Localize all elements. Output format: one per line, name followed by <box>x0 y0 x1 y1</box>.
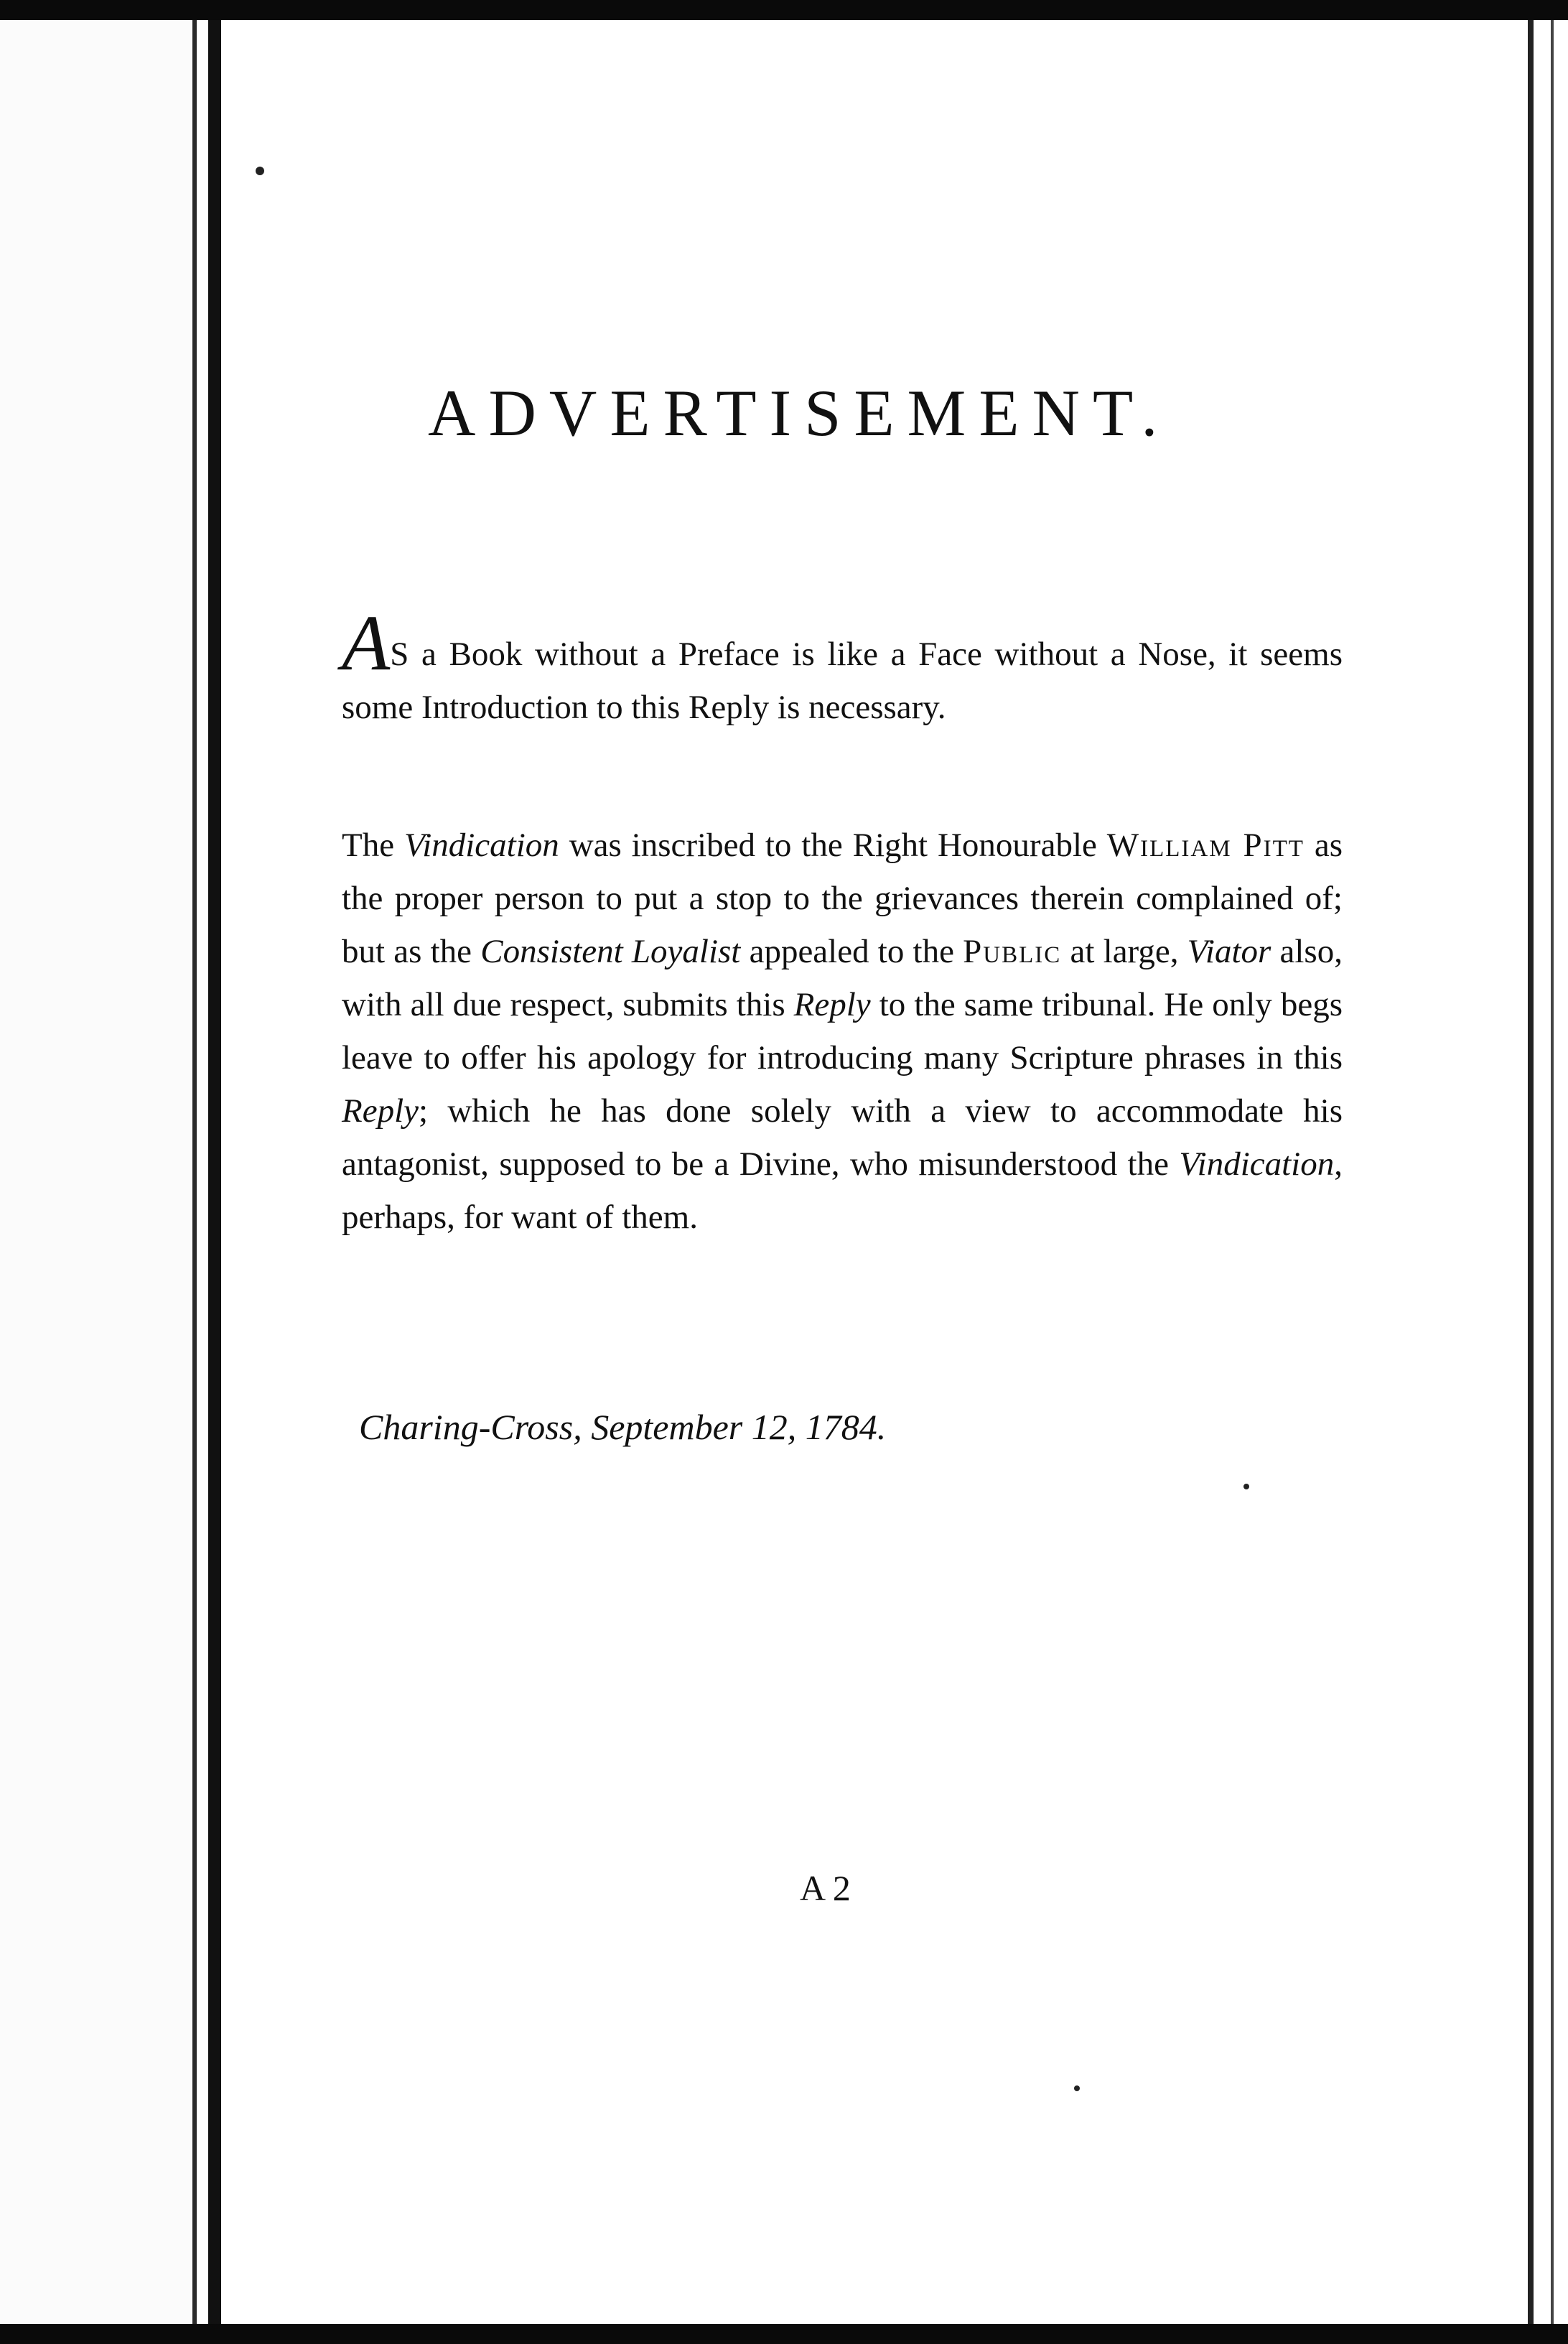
drop-cap: A <box>342 599 391 687</box>
italic-title-vindication: Vindication <box>1179 1145 1335 1183</box>
text-run: appealed to the <box>740 933 963 970</box>
scan-top-border <box>0 0 1568 20</box>
book-spine-shadow <box>208 20 221 2324</box>
ink-speck <box>1243 1484 1249 1489</box>
page-right-edge-thin <box>1551 20 1554 2324</box>
text-run: , perhaps, for want of them. <box>342 1145 1343 1236</box>
name-william-pitt: William Pitt <box>1106 827 1305 864</box>
page-title: ADVERTISEMENT. <box>428 376 1171 450</box>
text-run: at large, <box>1061 933 1187 970</box>
text-run: The <box>342 827 404 864</box>
text-run: as the proper person to put a stop to the grievances therein complained of; but as the <box>342 827 1343 970</box>
page-right-edge <box>1528 20 1534 2324</box>
italic-title-consistent-loyalist: Consistent Loyalist <box>480 933 741 970</box>
italic-name-viator: Viator <box>1187 933 1271 970</box>
paragraph-2 <box>342 819 1343 1244</box>
text-run: to the same tribunal. He only begs leave to offer his apology for introducing many Scripture phrases in this <box>342 986 1343 1076</box>
text-run: also, with all due respect, submits this <box>342 933 1343 1023</box>
ink-speck <box>1074 2085 1080 2091</box>
facing-page-edge <box>0 20 195 2324</box>
text-run: ; which he has done solely with a view to accommodate his antagonist, supposed to be a Divine, who misunderstood the <box>342 1092 1343 1183</box>
scan-bottom-border <box>0 2324 1568 2344</box>
dateline: Charing-Cross, September 12, 1784. <box>359 1407 887 1447</box>
italic-title-reply: Reply <box>342 1092 419 1130</box>
facing-page-border <box>192 20 197 2324</box>
text-run: was inscribed to the Right Honourable <box>559 827 1107 864</box>
paragraph-1-text: S a Book without a Preface is like a Face without a Nose, it seems some Introduction to this Reply is necessary. <box>342 636 1343 726</box>
ink-speck <box>256 167 264 175</box>
paragraph-1 <box>342 599 1343 734</box>
word-public: Public <box>963 933 1062 970</box>
signature-mark: A 2 <box>800 1868 851 1908</box>
italic-title-vindication: Vindication <box>403 827 559 864</box>
italic-title-reply: Reply <box>793 986 871 1023</box>
